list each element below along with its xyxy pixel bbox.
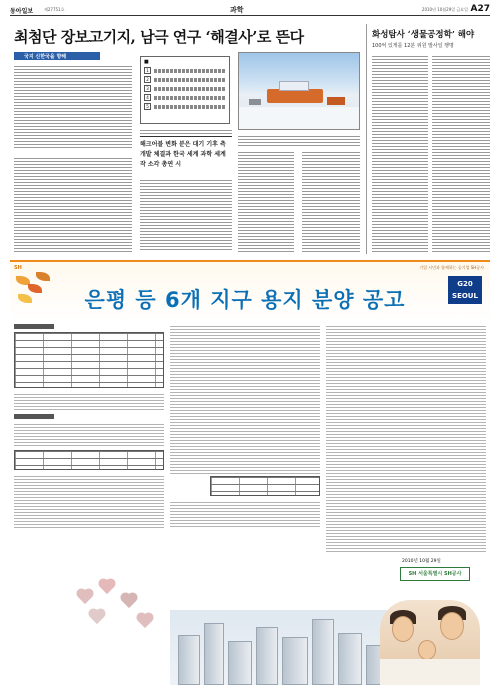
family-photo (380, 600, 480, 685)
heart-icon (138, 614, 152, 628)
section-bar (14, 414, 54, 419)
sh-logo: SH (14, 265, 22, 271)
issue-number: 제27751호 (44, 7, 65, 12)
apartment-complex-image (170, 610, 400, 685)
issue-date: 2010년 10월29일 금요일 (421, 7, 468, 12)
info-box-title: ■ (144, 59, 149, 65)
schedule-table (14, 450, 164, 470)
masthead (10, 4, 490, 16)
sidebar-body-col-1 (372, 54, 428, 252)
ad-text-block (170, 500, 320, 528)
heart-icon (122, 594, 136, 608)
section-title: 과학 (230, 6, 244, 14)
page-number: A27 (470, 4, 490, 14)
article-body-col-2 (140, 128, 232, 134)
issuer-logo: SH 서울특별시 SH공사 (400, 567, 470, 581)
ad-text-block (326, 324, 486, 554)
lot-table (14, 332, 164, 388)
paper-name: 동아일보 (10, 8, 34, 15)
column-divider (366, 24, 367, 254)
sidebar-headline: 화성탐사 ‘생물공정학’ 해야 (372, 30, 475, 40)
antarctic-base-photo (238, 52, 360, 130)
g20-summit-badge: G20 SEOUL SUMMIT 2010 (448, 276, 482, 304)
sidebar-body-col-2 (432, 54, 490, 252)
article-body-col-2b (140, 178, 232, 252)
pull-quote: 해크어블 변화 분은 대기 기후 측 개발 체결과 한국 세계 과학 세계 작 소각 총연 시 (140, 136, 232, 170)
heart-icon (100, 580, 114, 594)
price-table (210, 476, 320, 496)
article-body-col-4 (302, 150, 360, 252)
section-bar (14, 324, 54, 329)
heart-icon (78, 590, 92, 604)
ad-tagline: 기업 시민과 함께하는 공기업 SH공사 (419, 265, 484, 270)
info-box: ■ 1 2 3 4 5 (140, 56, 230, 124)
article-body-col-1 (14, 64, 132, 150)
article-body-col-3 (238, 150, 294, 252)
byline-label: 국지 신한국을 향해 (24, 54, 67, 60)
ad-date: 2010년 10월 29일 (402, 559, 441, 564)
photo-caption (238, 134, 360, 146)
ad-text-block (14, 392, 164, 410)
sidebar-subhead: 100억 있게를 12분 위원 발사일 행명 (372, 43, 454, 49)
ad-title: 은평 등 6개 지구 용지 분양 공고 (84, 288, 406, 312)
ad-text-block (14, 474, 164, 528)
article-body-col-1b (14, 156, 132, 252)
ad-text-block (14, 422, 164, 446)
article-headline: 최첨단 장보고기지, 남극 연구 ‘해결사’로 뜬다 (14, 28, 304, 46)
heart-icon (90, 610, 104, 624)
ad-text-block (170, 324, 320, 474)
